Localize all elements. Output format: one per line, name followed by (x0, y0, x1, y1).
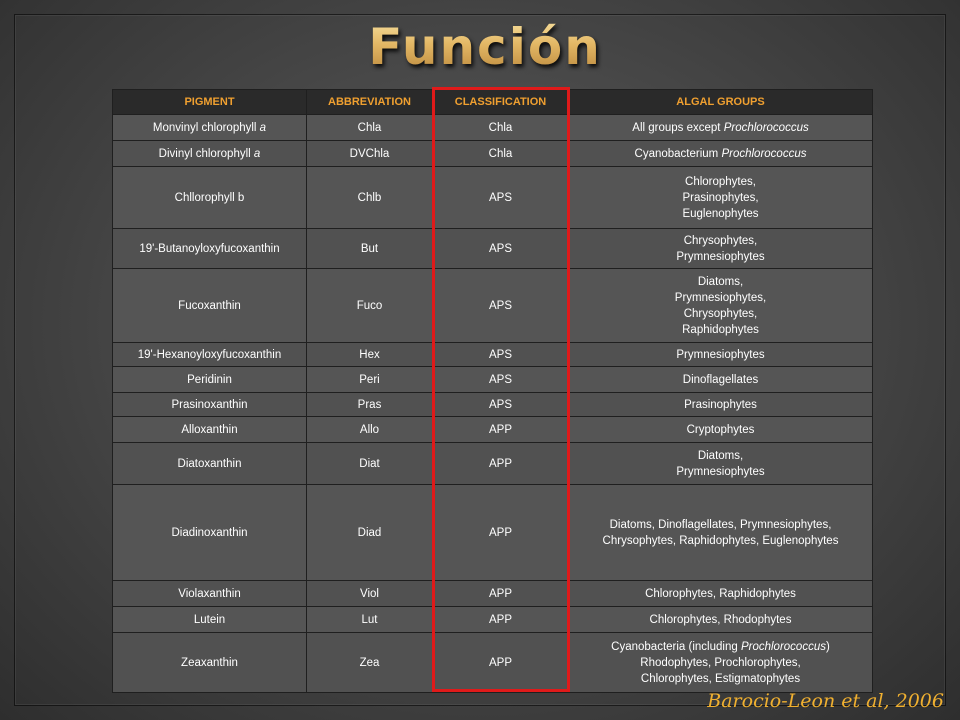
cell-classification: Chla (433, 115, 569, 141)
cell-abbreviation: But (307, 229, 433, 269)
table-row (113, 229, 873, 269)
cell-pigment: Lutein (113, 607, 307, 633)
cell-algal-groups: Diatoms, Prymnesiophytes, Chrysophytes, Raphidophytes (569, 269, 873, 343)
cell-abbreviation: Diad (307, 485, 433, 581)
cell-abbreviation: Chlb (307, 167, 433, 229)
slide-title: Función (0, 18, 960, 76)
cell-classification: APS (433, 343, 569, 367)
cell-algal-groups: Prasinophytes (569, 393, 873, 417)
cell-abbreviation: Fuco (307, 269, 433, 343)
cell-classification: APP (433, 581, 569, 607)
cell-classification: APP (433, 417, 569, 443)
cell-pigment: 19'-Hexanoyloxyfucoxanthin (113, 343, 307, 367)
cell-abbreviation: Viol (307, 581, 433, 607)
table-row (113, 633, 873, 693)
cell-algal-groups: Chlorophytes, Rhodophytes (569, 607, 873, 633)
cell-classification: APP (433, 485, 569, 581)
table-row (113, 269, 873, 343)
cell-algal-groups: Cryptophytes (569, 417, 873, 443)
cell-algal-groups: Chrysophytes, Prymnesiophytes (569, 229, 873, 269)
cell-classification: APS (433, 229, 569, 269)
table-row (113, 393, 873, 417)
cell-pigment: Divinyl chlorophyll a (113, 141, 307, 167)
cell-algal-groups: Prymnesiophytes (569, 343, 873, 367)
cell-pigment: Fucoxanthin (113, 269, 307, 343)
cell-pigment: Alloxanthin (113, 417, 307, 443)
cell-algal-groups: Diatoms, Dinoflagellates, Prymnesiophytes, Chrysophytes, Raphidophytes, Euglenophytes (569, 485, 873, 581)
table-row (113, 485, 873, 581)
table-row (113, 141, 873, 167)
cell-abbreviation: Allo (307, 417, 433, 443)
table-row (113, 167, 873, 229)
header-classification: CLASSIFICATION (433, 90, 569, 115)
cell-algal-groups: Cyanobacterium Prochlorococcus (569, 141, 873, 167)
header-pigment: PIGMENT (113, 90, 307, 115)
cell-classification: APP (433, 607, 569, 633)
cell-abbreviation: Hex (307, 343, 433, 367)
cell-classification: APS (433, 167, 569, 229)
cell-abbreviation: Peri (307, 367, 433, 393)
header-algal-groups: ALGAL GROUPS (569, 90, 873, 115)
cell-pigment: Diadinoxanthin (113, 485, 307, 581)
table-row (113, 607, 873, 633)
cell-pigment: 19'-Butanoyloxyfucoxanthin (113, 229, 307, 269)
cell-classification: APS (433, 393, 569, 417)
cell-pigment: Zeaxanthin (113, 633, 307, 693)
cell-pigment: Monvinyl chlorophyll a (113, 115, 307, 141)
cell-classification: APS (433, 367, 569, 393)
cell-classification: APS (433, 269, 569, 343)
cell-abbreviation: Zea (307, 633, 433, 693)
table-row (113, 367, 873, 393)
cell-abbreviation: Pras (307, 393, 433, 417)
citation: Barocio-Leon et al, 2006 (707, 690, 944, 712)
table-body (113, 115, 873, 693)
cell-pigment: Peridinin (113, 367, 307, 393)
pigment-table (112, 89, 873, 693)
cell-abbreviation: Chla (307, 115, 433, 141)
cell-pigment: Diatoxanthin (113, 443, 307, 485)
table-row (113, 115, 873, 141)
cell-pigment: Chllorophyll b (113, 167, 307, 229)
cell-pigment: Violaxanthin (113, 581, 307, 607)
cell-abbreviation: DVChla (307, 141, 433, 167)
table-row (113, 343, 873, 367)
cell-pigment: Prasinoxanthin (113, 393, 307, 417)
cell-algal-groups: Cyanobacteria (including Prochlorococcus) Rhodophytes, Prochlorophytes, Chlorophytes, Estigmatophytes (569, 633, 873, 693)
cell-algal-groups: Chlorophytes, Prasinophytes, Euglenophytes (569, 167, 873, 229)
cell-abbreviation: Diat (307, 443, 433, 485)
table-row (113, 443, 873, 485)
cell-classification: APP (433, 443, 569, 485)
cell-abbreviation: Lut (307, 607, 433, 633)
cell-algal-groups: Diatoms, Prymnesiophytes (569, 443, 873, 485)
table-header-row (113, 90, 873, 115)
cell-algal-groups: All groups except Prochlorococcus (569, 115, 873, 141)
cell-algal-groups: Dinoflagellates (569, 367, 873, 393)
table-row (113, 581, 873, 607)
cell-classification: APP (433, 633, 569, 693)
cell-algal-groups: Chlorophytes, Raphidophytes (569, 581, 873, 607)
header-abbreviation: ABBREVIATION (307, 90, 433, 115)
cell-classification: Chla (433, 141, 569, 167)
table-row (113, 417, 873, 443)
